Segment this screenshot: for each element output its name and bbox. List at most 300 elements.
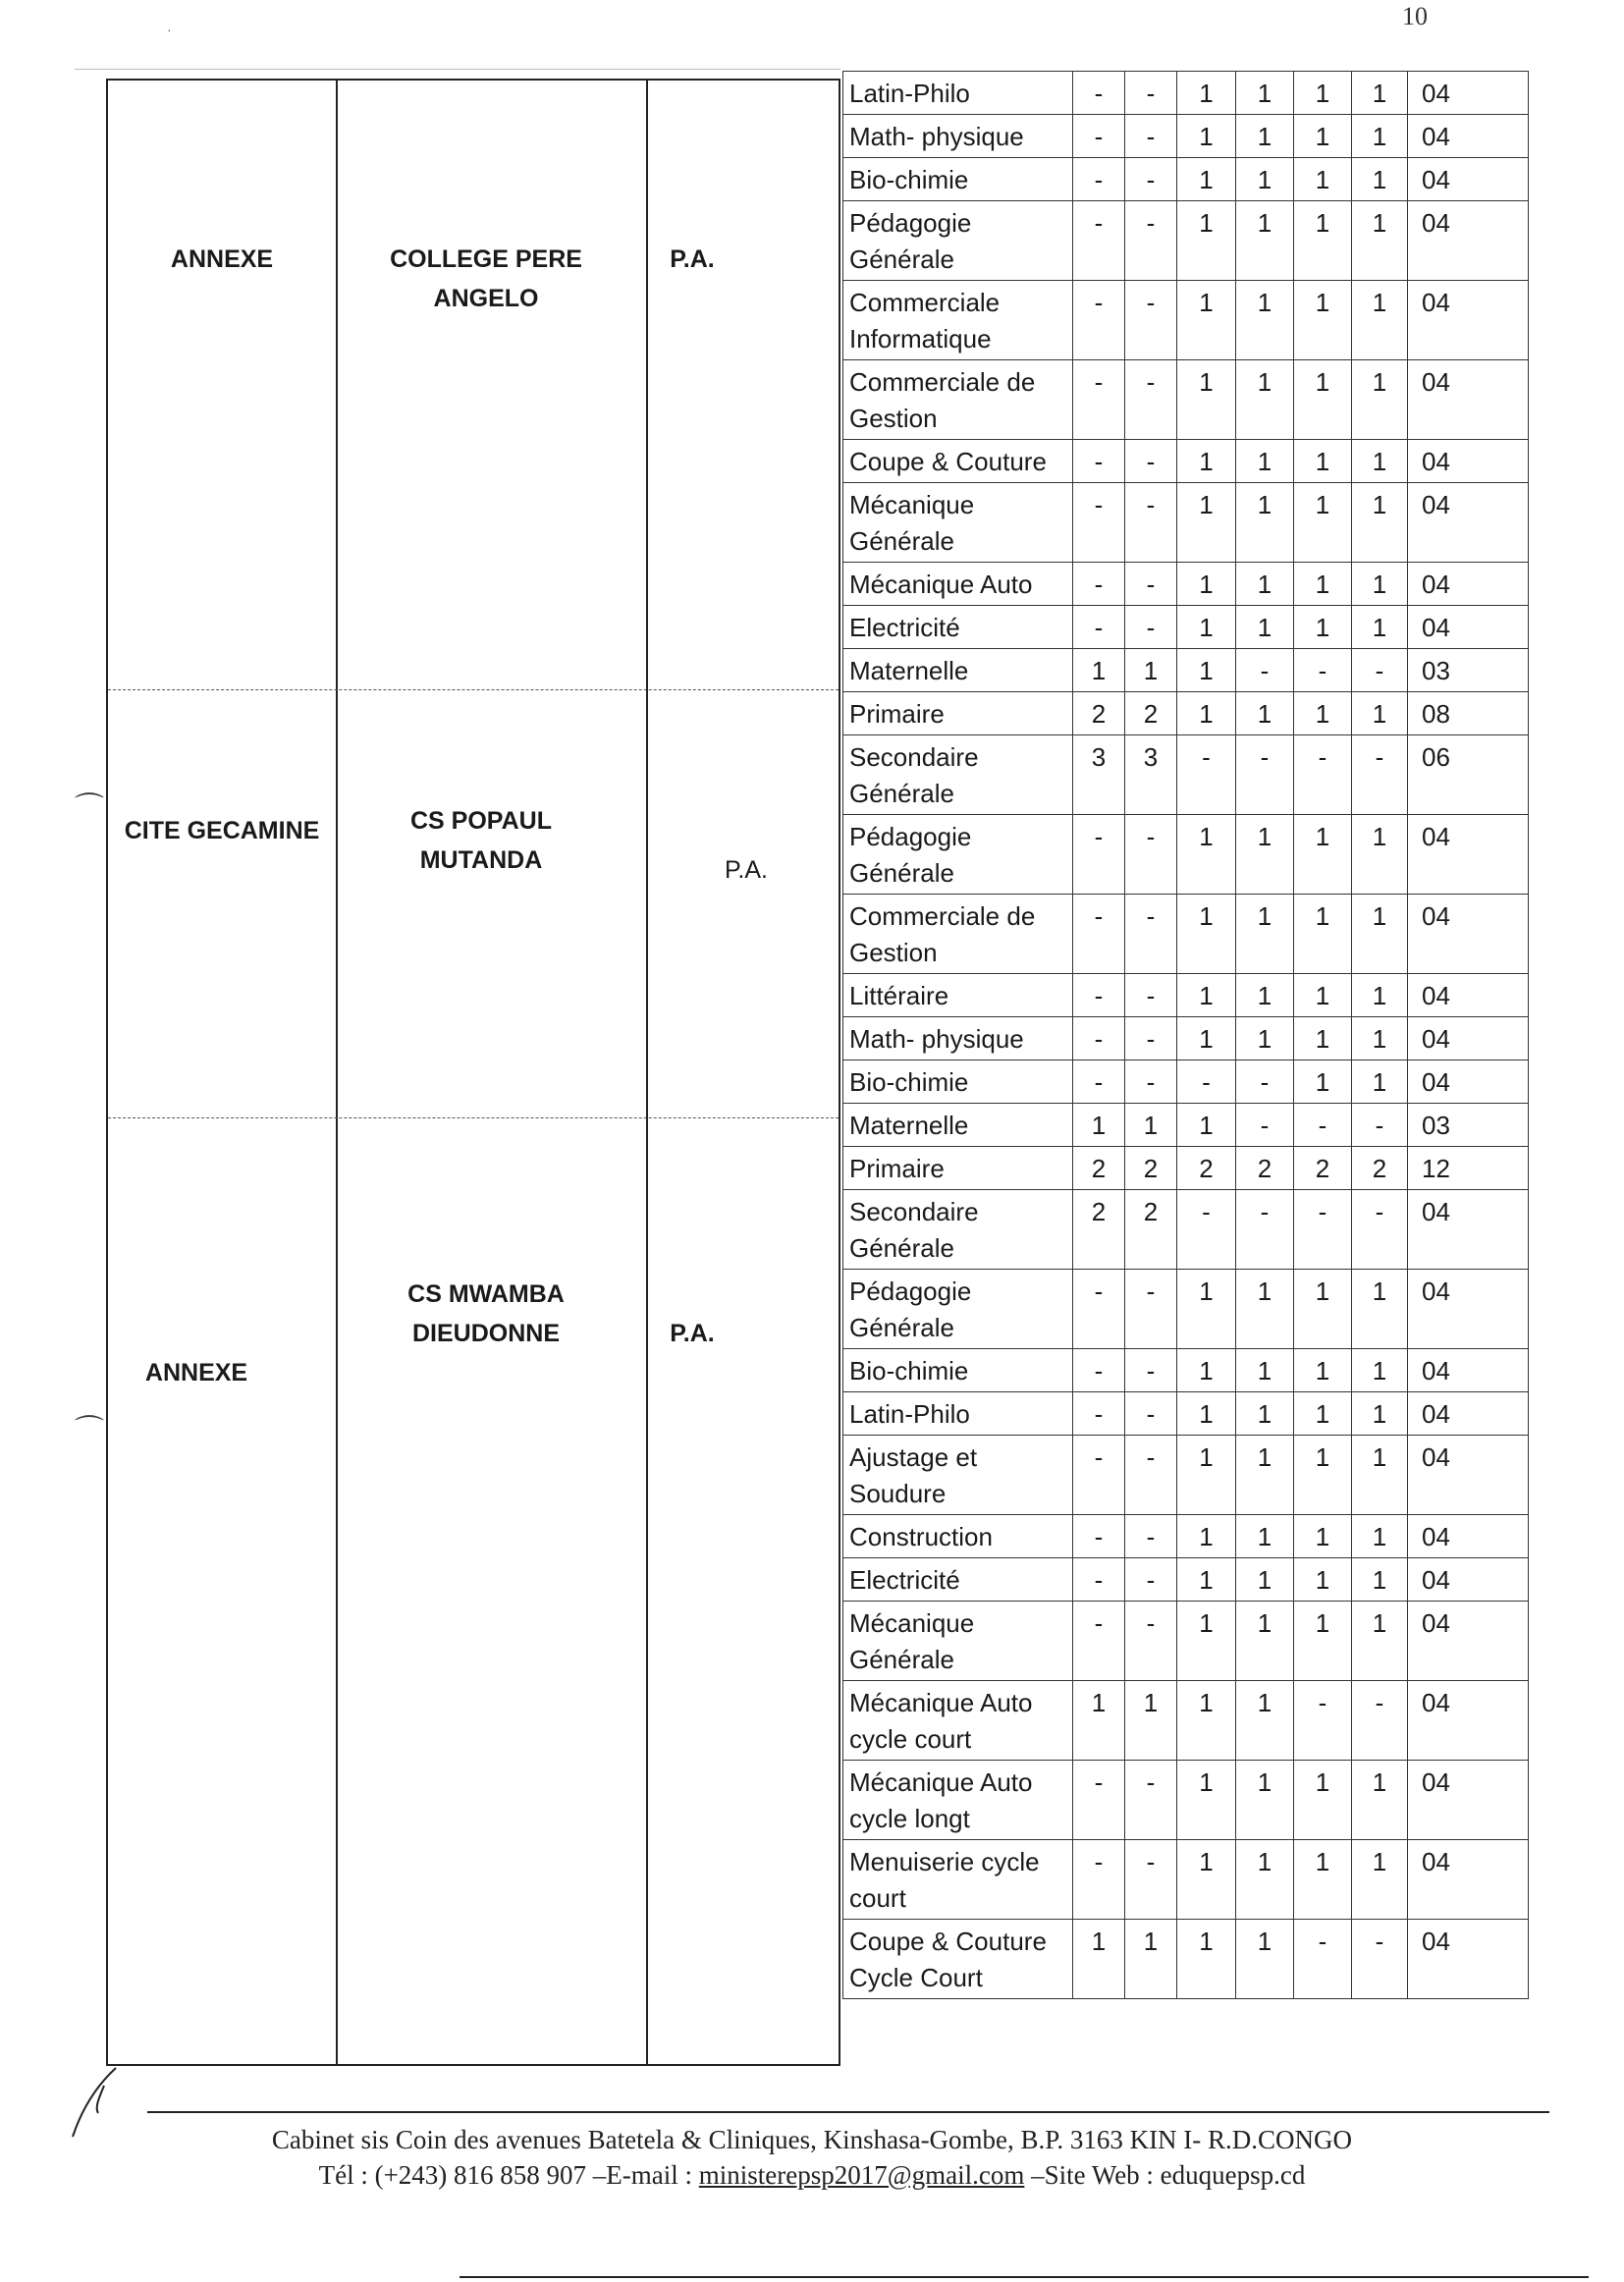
- top-rule: [75, 69, 840, 70]
- class-count-cell: -: [1125, 1436, 1177, 1515]
- class-count-cell: -: [1073, 201, 1125, 281]
- section-name-cell: Commerciale de Gestion: [843, 895, 1073, 974]
- class-count-cell: 1: [1177, 1017, 1236, 1060]
- table-row: [843, 158, 1529, 201]
- class-count-cell: 1: [1125, 649, 1177, 692]
- class-count-cell: 1: [1236, 72, 1294, 115]
- class-count-cell: 1: [1177, 281, 1236, 360]
- column-divider: [336, 81, 338, 2064]
- class-count-cell: 1: [1352, 1270, 1408, 1349]
- class-count-cell: 1: [1177, 483, 1236, 563]
- class-count-cell: -: [1125, 1840, 1177, 1920]
- table-row: [843, 1558, 1529, 1602]
- section-name-cell: Bio-chimie: [843, 158, 1073, 201]
- class-count-cell: 1: [1294, 692, 1352, 735]
- class-count-cell: 1: [1294, 1017, 1352, 1060]
- class-count-cell: 1: [1236, 1017, 1294, 1060]
- class-count-cell: -: [1073, 1270, 1125, 1349]
- class-count-cell: 1: [1236, 1920, 1294, 1999]
- section-name-cell: Coupe & Couture Cycle Court: [843, 1920, 1073, 1999]
- regime-cell: P.A.: [670, 245, 715, 273]
- table-row: [843, 649, 1529, 692]
- class-count-cell: -: [1352, 649, 1408, 692]
- class-count-cell: 1: [1073, 1681, 1125, 1761]
- class-count-cell: -: [1177, 1190, 1236, 1270]
- total-cell: 06: [1408, 735, 1529, 815]
- class-count-cell: 1: [1177, 1270, 1236, 1349]
- class-count-cell: 1: [1177, 360, 1236, 440]
- table-row: [843, 360, 1529, 440]
- class-count-cell: -: [1125, 201, 1177, 281]
- class-count-cell: 1: [1073, 1104, 1125, 1147]
- class-count-cell: 1: [1177, 1761, 1236, 1840]
- class-count-cell: 1: [1294, 1602, 1352, 1681]
- table-row: [843, 815, 1529, 895]
- class-count-cell: -: [1236, 1190, 1294, 1270]
- section-name-cell: Pédagogie Générale: [843, 201, 1073, 281]
- section-name-cell: Menuiserie cycle court: [843, 1840, 1073, 1920]
- section-name-cell: Electricité: [843, 606, 1073, 649]
- class-count-cell: 1: [1236, 1515, 1294, 1558]
- class-count-cell: 1: [1352, 815, 1408, 895]
- total-cell: 03: [1408, 1104, 1529, 1147]
- class-count-cell: -: [1177, 735, 1236, 815]
- table-row: [843, 974, 1529, 1017]
- class-count-cell: -: [1073, 1017, 1125, 1060]
- class-count-cell: 1: [1294, 606, 1352, 649]
- class-count-cell: 1: [1177, 1349, 1236, 1392]
- total-cell: 04: [1408, 158, 1529, 201]
- class-count-cell: 1: [1352, 1602, 1408, 1681]
- total-cell: 12: [1408, 1147, 1529, 1190]
- class-count-cell: 1: [1294, 440, 1352, 483]
- class-count-cell: 1: [1294, 158, 1352, 201]
- group-separator: [108, 1117, 839, 1118]
- class-count-cell: 1: [1352, 1840, 1408, 1920]
- class-count-cell: -: [1073, 158, 1125, 201]
- class-count-cell: -: [1125, 1761, 1177, 1840]
- class-count-cell: -: [1073, 281, 1125, 360]
- regime-cell: P.A.: [724, 856, 769, 884]
- class-count-cell: -: [1125, 1515, 1177, 1558]
- class-count-cell: 1: [1177, 72, 1236, 115]
- class-count-cell: -: [1125, 895, 1177, 974]
- class-count-cell: 2: [1073, 1147, 1125, 1190]
- class-count-cell: 1: [1236, 974, 1294, 1017]
- class-count-cell: -: [1073, 563, 1125, 606]
- class-count-cell: 1: [1236, 281, 1294, 360]
- school-name-cell: CS POPAUL MUTANDA: [410, 807, 552, 874]
- footer-phone: Tél : (+243) 816 858 907 –E-mail :: [318, 2160, 699, 2190]
- footer-email-link[interactable]: ministerepsp2017@gmail.com: [698, 2160, 1025, 2190]
- class-count-cell: 1: [1352, 72, 1408, 115]
- table-row: [843, 606, 1529, 649]
- class-count-cell: -: [1125, 1392, 1177, 1436]
- class-count-cell: -: [1125, 115, 1177, 158]
- class-count-cell: -: [1073, 895, 1125, 974]
- section-name-cell: Mécanique Auto cycle longt: [843, 1761, 1073, 1840]
- section-name-cell: Latin-Philo: [843, 72, 1073, 115]
- section-name-cell: Mécanique Auto cycle court: [843, 1681, 1073, 1761]
- class-count-cell: 1: [1236, 1840, 1294, 1920]
- class-count-cell: 1: [1236, 815, 1294, 895]
- class-count-cell: 1: [1177, 815, 1236, 895]
- total-cell: 04: [1408, 1270, 1529, 1349]
- table-row: [843, 1436, 1529, 1515]
- class-count-cell: 1: [1352, 281, 1408, 360]
- class-count-cell: 1: [1177, 895, 1236, 974]
- class-count-cell: -: [1125, 440, 1177, 483]
- class-count-cell: -: [1073, 1840, 1125, 1920]
- table-row: [843, 281, 1529, 360]
- class-count-cell: -: [1125, 158, 1177, 201]
- class-count-cell: 1: [1073, 1920, 1125, 1999]
- class-count-cell: 1: [1236, 1349, 1294, 1392]
- regime-cell: P.A.: [670, 1320, 715, 1347]
- column-divider: [646, 81, 648, 2064]
- class-count-cell: 1: [1177, 1681, 1236, 1761]
- class-count-cell: 1: [1236, 1602, 1294, 1681]
- class-count-cell: 1: [1236, 440, 1294, 483]
- class-count-cell: 1: [1177, 440, 1236, 483]
- class-count-cell: -: [1294, 1190, 1352, 1270]
- footer-rule: [147, 2111, 1549, 2113]
- class-count-cell: -: [1073, 606, 1125, 649]
- total-cell: 04: [1408, 1392, 1529, 1436]
- class-count-cell: 1: [1294, 1840, 1352, 1920]
- class-count-cell: -: [1073, 1558, 1125, 1602]
- section-name-cell: Coupe & Couture: [843, 440, 1073, 483]
- total-cell: 04: [1408, 1602, 1529, 1681]
- total-cell: 04: [1408, 1436, 1529, 1515]
- table-row: [843, 692, 1529, 735]
- total-cell: 04: [1408, 1060, 1529, 1104]
- class-count-cell: -: [1073, 360, 1125, 440]
- class-count-cell: 1: [1352, 1017, 1408, 1060]
- class-count-cell: 1: [1294, 974, 1352, 1017]
- class-count-cell: -: [1236, 649, 1294, 692]
- class-count-cell: 1: [1352, 692, 1408, 735]
- section-name-cell: Mécanique Générale: [843, 1602, 1073, 1681]
- class-count-cell: -: [1294, 649, 1352, 692]
- class-count-cell: 1: [1177, 606, 1236, 649]
- class-count-cell: 1: [1236, 483, 1294, 563]
- bottom-rule: [460, 2276, 1589, 2278]
- class-count-cell: -: [1073, 440, 1125, 483]
- class-count-cell: -: [1352, 1104, 1408, 1147]
- class-count-cell: 1: [1352, 895, 1408, 974]
- class-count-cell: 1: [1177, 1558, 1236, 1602]
- class-count-cell: 1: [1177, 974, 1236, 1017]
- class-count-cell: -: [1125, 1602, 1177, 1681]
- class-count-cell: 3: [1125, 735, 1177, 815]
- section-name-cell: Construction: [843, 1515, 1073, 1558]
- table-row: [843, 1920, 1529, 1999]
- class-count-cell: 1: [1177, 1436, 1236, 1515]
- class-count-cell: 2: [1294, 1147, 1352, 1190]
- table-row: [843, 1349, 1529, 1392]
- class-count-cell: -: [1073, 1761, 1125, 1840]
- class-count-cell: 1: [1294, 281, 1352, 360]
- table-row: [843, 1060, 1529, 1104]
- class-count-cell: -: [1073, 1349, 1125, 1392]
- class-count-cell: 1: [1177, 158, 1236, 201]
- class-count-cell: -: [1236, 1060, 1294, 1104]
- class-count-cell: 1: [1352, 563, 1408, 606]
- class-count-cell: -: [1073, 1515, 1125, 1558]
- class-count-cell: 1: [1352, 1349, 1408, 1392]
- school-name-cell: CS MWAMBA DIEUDONNE: [407, 1280, 565, 1347]
- section-name-cell: Bio-chimie: [843, 1060, 1073, 1104]
- class-count-cell: 1: [1352, 115, 1408, 158]
- section-name-cell: Math- physique: [843, 115, 1073, 158]
- section-name-cell: Electricité: [843, 1558, 1073, 1602]
- class-count-cell: 1: [1294, 360, 1352, 440]
- class-count-cell: -: [1125, 1270, 1177, 1349]
- class-count-cell: 1: [1352, 201, 1408, 281]
- class-count-cell: 1: [1294, 815, 1352, 895]
- section-name-cell: Primaire: [843, 692, 1073, 735]
- class-count-cell: 2: [1073, 692, 1125, 735]
- total-cell: 04: [1408, 201, 1529, 281]
- class-count-cell: -: [1236, 735, 1294, 815]
- class-count-cell: 1: [1294, 563, 1352, 606]
- class-count-cell: 2: [1125, 692, 1177, 735]
- class-count-cell: 1: [1294, 201, 1352, 281]
- school-group-table: [106, 79, 840, 2066]
- school-name-cell: COLLEGE PERE ANGELO: [390, 245, 582, 312]
- total-cell: 04: [1408, 1515, 1529, 1558]
- class-count-cell: -: [1073, 815, 1125, 895]
- class-count-cell: -: [1352, 1681, 1408, 1761]
- class-count-cell: 1: [1177, 1920, 1236, 1999]
- total-cell: 04: [1408, 1558, 1529, 1602]
- table-row: [843, 1270, 1529, 1349]
- total-cell: 04: [1408, 1840, 1529, 1920]
- section-name-cell: Primaire: [843, 1147, 1073, 1190]
- class-count-cell: 1: [1236, 1681, 1294, 1761]
- class-count-cell: 1: [1125, 1681, 1177, 1761]
- class-count-cell: 1: [1294, 1515, 1352, 1558]
- table-row: [843, 1190, 1529, 1270]
- class-count-cell: 1: [1236, 201, 1294, 281]
- class-count-cell: 1: [1352, 1060, 1408, 1104]
- table-row: [843, 1681, 1529, 1761]
- section-name-cell: Math- physique: [843, 1017, 1073, 1060]
- section-name-cell: Pédagogie Générale: [843, 1270, 1073, 1349]
- group-separator: [108, 689, 839, 690]
- commune-cell: ANNEXE: [144, 1359, 248, 1386]
- total-cell: 04: [1408, 281, 1529, 360]
- section-name-cell: Latin-Philo: [843, 1392, 1073, 1436]
- class-count-cell: 1: [1294, 1558, 1352, 1602]
- class-count-cell: -: [1294, 735, 1352, 815]
- class-count-cell: 1: [1073, 649, 1125, 692]
- sections-table: [842, 71, 1529, 1999]
- class-count-cell: -: [1073, 974, 1125, 1017]
- class-count-cell: 1: [1352, 1761, 1408, 1840]
- class-count-cell: -: [1073, 483, 1125, 563]
- total-cell: 04: [1408, 606, 1529, 649]
- class-count-cell: -: [1294, 1920, 1352, 1999]
- total-cell: 04: [1408, 974, 1529, 1017]
- class-count-cell: -: [1073, 72, 1125, 115]
- class-count-cell: 1: [1177, 1104, 1236, 1147]
- class-count-cell: 1: [1236, 1392, 1294, 1436]
- class-count-cell: 1: [1177, 563, 1236, 606]
- class-count-cell: 1: [1177, 692, 1236, 735]
- class-count-cell: -: [1236, 1104, 1294, 1147]
- class-count-cell: 1: [1294, 115, 1352, 158]
- class-count-cell: 1: [1294, 72, 1352, 115]
- total-cell: 04: [1408, 1681, 1529, 1761]
- class-count-cell: 1: [1236, 158, 1294, 201]
- class-count-cell: 1: [1236, 1436, 1294, 1515]
- class-count-cell: 1: [1352, 606, 1408, 649]
- class-count-cell: 2: [1352, 1147, 1408, 1190]
- class-count-cell: 1: [1294, 1436, 1352, 1515]
- class-count-cell: -: [1073, 1060, 1125, 1104]
- class-count-cell: -: [1352, 735, 1408, 815]
- class-count-cell: -: [1125, 1349, 1177, 1392]
- class-count-cell: -: [1125, 360, 1177, 440]
- class-count-cell: 1: [1177, 649, 1236, 692]
- class-count-cell: -: [1294, 1681, 1352, 1761]
- class-count-cell: 2: [1125, 1190, 1177, 1270]
- class-count-cell: 1: [1352, 974, 1408, 1017]
- total-cell: 04: [1408, 72, 1529, 115]
- commune-cell: ANNEXE: [170, 245, 274, 273]
- class-count-cell: 2: [1177, 1147, 1236, 1190]
- class-count-cell: -: [1352, 1190, 1408, 1270]
- section-name-cell: Secondaire Générale: [843, 735, 1073, 815]
- page-number: 10: [1402, 2, 1428, 30]
- table-row: [843, 72, 1529, 115]
- table-row: [843, 1761, 1529, 1840]
- class-count-cell: 1: [1352, 1558, 1408, 1602]
- table-row: [843, 563, 1529, 606]
- class-count-cell: 1: [1294, 1060, 1352, 1104]
- total-cell: 03: [1408, 649, 1529, 692]
- class-count-cell: -: [1125, 606, 1177, 649]
- class-count-cell: 1: [1125, 1920, 1177, 1999]
- class-count-cell: 1: [1236, 1761, 1294, 1840]
- table-row: [843, 1017, 1529, 1060]
- table-row: [843, 895, 1529, 974]
- class-count-cell: -: [1125, 483, 1177, 563]
- total-cell: 04: [1408, 1920, 1529, 1999]
- class-count-cell: 1: [1177, 1840, 1236, 1920]
- class-count-cell: 1: [1236, 692, 1294, 735]
- section-name-cell: Pédagogie Générale: [843, 815, 1073, 895]
- class-count-cell: 1: [1294, 1761, 1352, 1840]
- class-count-cell: 1: [1294, 483, 1352, 563]
- class-count-cell: 1: [1177, 1392, 1236, 1436]
- footer-website: –Site Web : eduquepsp.cd: [1024, 2160, 1306, 2190]
- table-row: [843, 483, 1529, 563]
- class-count-cell: 1: [1236, 360, 1294, 440]
- class-count-cell: 1: [1294, 1392, 1352, 1436]
- total-cell: 04: [1408, 440, 1529, 483]
- class-count-cell: 2: [1073, 1190, 1125, 1270]
- footer-contact: [0, 2160, 1624, 2191]
- table-row: [843, 115, 1529, 158]
- class-count-cell: -: [1125, 281, 1177, 360]
- class-count-cell: 1: [1177, 115, 1236, 158]
- class-count-cell: 1: [1352, 1436, 1408, 1515]
- margin-mark: ⌒: [75, 791, 104, 826]
- class-count-cell: 1: [1236, 606, 1294, 649]
- table-row: [843, 1392, 1529, 1436]
- total-cell: 04: [1408, 1349, 1529, 1392]
- class-count-cell: 1: [1125, 1104, 1177, 1147]
- table-row: [843, 1602, 1529, 1681]
- class-count-cell: -: [1073, 115, 1125, 158]
- section-name-cell: Commerciale Informatique: [843, 281, 1073, 360]
- total-cell: 04: [1408, 815, 1529, 895]
- class-count-cell: -: [1125, 815, 1177, 895]
- class-count-cell: -: [1073, 1392, 1125, 1436]
- table-row: [843, 1147, 1529, 1190]
- total-cell: 04: [1408, 563, 1529, 606]
- section-name-cell: Commerciale de Gestion: [843, 360, 1073, 440]
- class-count-cell: 1: [1352, 158, 1408, 201]
- table-row: [843, 440, 1529, 483]
- table-row: [843, 1515, 1529, 1558]
- margin-mark: ⌒: [75, 1414, 104, 1448]
- table-row: [843, 735, 1529, 815]
- class-count-cell: 1: [1236, 115, 1294, 158]
- class-count-cell: -: [1073, 1436, 1125, 1515]
- total-cell: 04: [1408, 483, 1529, 563]
- section-name-cell: Mécanique Auto: [843, 563, 1073, 606]
- class-count-cell: 1: [1236, 895, 1294, 974]
- class-count-cell: -: [1125, 1017, 1177, 1060]
- class-count-cell: 1: [1236, 1270, 1294, 1349]
- class-count-cell: 1: [1352, 1515, 1408, 1558]
- table-row: [843, 201, 1529, 281]
- class-count-cell: 1: [1177, 1515, 1236, 1558]
- footer-address: Cabinet sis Coin des avenues Batetela & Cliniques, Kinshasa-Gombe, B.P. 3163 KIN I- R.D.CONGO: [271, 2125, 1353, 2154]
- class-count-cell: 1: [1177, 1602, 1236, 1681]
- class-count-cell: 1: [1352, 360, 1408, 440]
- class-count-cell: 1: [1352, 440, 1408, 483]
- table-row: [843, 1840, 1529, 1920]
- section-name-cell: Mécanique Générale: [843, 483, 1073, 563]
- class-count-cell: 1: [1352, 483, 1408, 563]
- commune-cell: CITE GECAMINE: [124, 817, 320, 844]
- total-cell: 04: [1408, 1190, 1529, 1270]
- class-count-cell: 1: [1294, 1349, 1352, 1392]
- class-count-cell: 3: [1073, 735, 1125, 815]
- total-cell: 04: [1408, 1761, 1529, 1840]
- class-count-cell: 1: [1294, 1270, 1352, 1349]
- class-count-cell: 1: [1294, 895, 1352, 974]
- total-cell: 08: [1408, 692, 1529, 735]
- total-cell: 04: [1408, 360, 1529, 440]
- section-name-cell: Littéraire: [843, 974, 1073, 1017]
- class-count-cell: -: [1125, 563, 1177, 606]
- class-count-cell: 1: [1236, 563, 1294, 606]
- class-count-cell: -: [1125, 1060, 1177, 1104]
- total-cell: 04: [1408, 895, 1529, 974]
- class-count-cell: -: [1352, 1920, 1408, 1999]
- class-count-cell: 1: [1177, 201, 1236, 281]
- section-name-cell: Ajustage et Soudure: [843, 1436, 1073, 1515]
- total-cell: 04: [1408, 1017, 1529, 1060]
- class-count-cell: 2: [1125, 1147, 1177, 1190]
- section-name-cell: Maternelle: [843, 649, 1073, 692]
